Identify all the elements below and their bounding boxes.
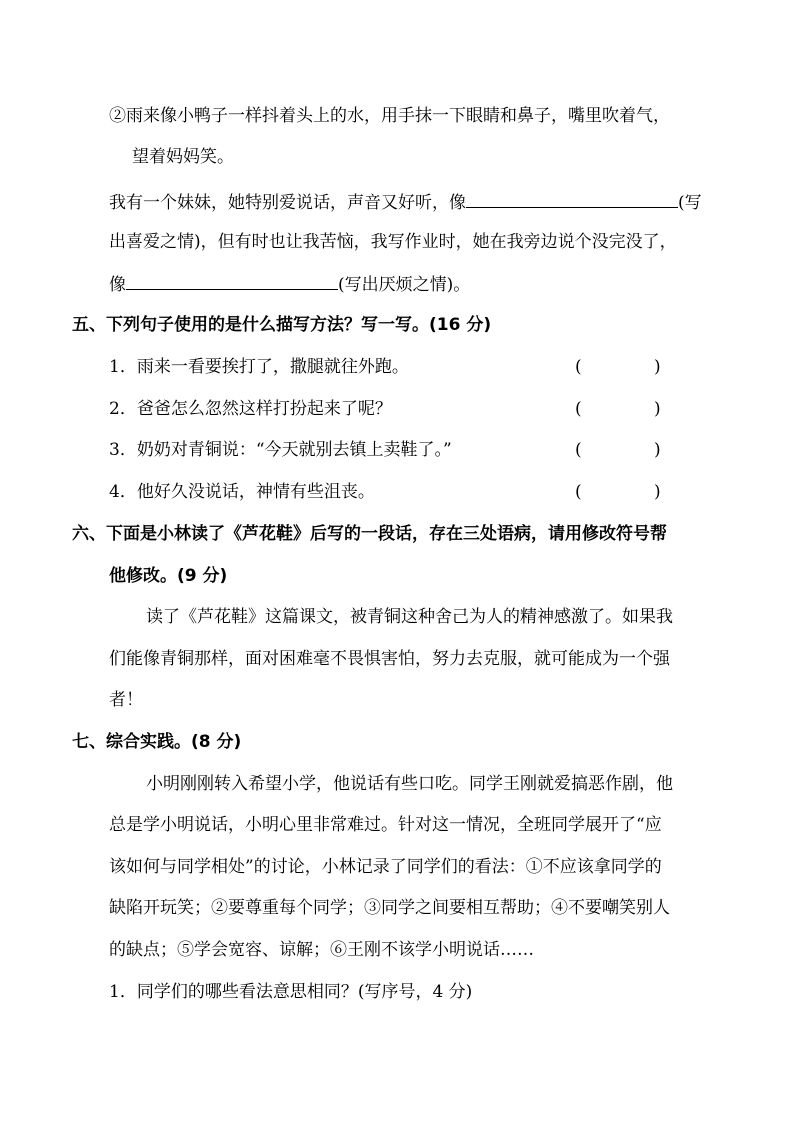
section5-paren-close-2: ) xyxy=(654,399,661,419)
section7-question-1: 1．同学们的哪些看法意思相同？(写序号，4 分) xyxy=(109,982,473,1002)
sister-line3-end: (写出厌烦之情)。 xyxy=(338,275,471,295)
sister-line1-end: (写 xyxy=(678,193,702,213)
item2-line1: ②雨来像小鸭子一样抖着头上的水，用手抹一下眼睛和鼻子，嘴里吹着气， xyxy=(109,106,670,126)
section6-title-line1: 六、下面是小林读了《芦花鞋》后写的一段话，存在三处语病，请用修改符号帮 xyxy=(72,524,667,544)
sister-line1 xyxy=(109,189,702,215)
sister-line3 xyxy=(109,271,470,297)
section5-paren-open-1: ( xyxy=(575,357,582,377)
sister-line3-start: 像 xyxy=(109,275,126,295)
section7-para-line5: 的缺点；⑤学会宽容、谅解；⑥王刚不该学小明说话…… xyxy=(109,940,534,960)
section5-paren-open-3: ( xyxy=(575,440,582,460)
section7-para-line3: 该如何与同学相处”的讨论，小林记录了同学们的看法：①不应该拿同学的 xyxy=(109,857,662,877)
section5-paren-close-1: ) xyxy=(654,357,661,377)
section5-paren-open-4: ( xyxy=(575,482,582,502)
section6-title-line2: 他修改。(9 分) xyxy=(109,566,228,586)
section5-title: 五、下列句子使用的是什么描写方法？写一写。(16 分) xyxy=(72,315,492,335)
section5-item-2: 2．爸爸怎么忽然这样打扮起来了呢？ xyxy=(109,399,392,419)
section6-para-line1: 读了《芦花鞋》这篇课文，被青铜这种舍己为人的精神感激了。如果我 xyxy=(146,607,673,627)
section7-para-line1: 小明刚刚转入希望小学，他说话有些口吃。同学王刚就爱搞恶作剧，他 xyxy=(146,774,673,794)
section5-item-4: 4．他好久没说话，神情有些沮丧。 xyxy=(109,482,375,502)
sister-line2: 出喜爱之情)，但有时也让我苦恼，我写作业时，她在我旁边说个没完没了， xyxy=(109,232,677,252)
section7-title: 七、综合实践。(8 分) xyxy=(72,732,242,752)
section5-paren-close-3: ) xyxy=(654,440,661,460)
section5-paren-close-4: ) xyxy=(654,482,661,502)
section7-para-line2: 总是学小明说话，小明心里非常难过。针对这一情况，全班同学展开了“应 xyxy=(109,815,662,835)
section6-para-line3: 者！ xyxy=(109,690,143,710)
item2-line2: 望着妈妈笑。 xyxy=(132,147,234,167)
section7-para-line4: 缺陷开玩笑；②要尊重每个同学；③同学之间要相互帮助；④不要嘲笑别人 xyxy=(109,898,670,918)
answer-blank-like[interactable] xyxy=(466,189,678,208)
section5-item-3: 3．奶奶对青铜说：“今天就别去镇上卖鞋了。” xyxy=(109,440,452,460)
sister-line1-text: 我有一个妹妹，她特别爱说话，声音又好听，像 xyxy=(109,193,466,213)
answer-blank-dislike[interactable] xyxy=(126,271,338,290)
section5-paren-open-2: ( xyxy=(575,399,582,419)
section5-item-1: 1．雨来一看要挨打了，撒腿就往外跑。 xyxy=(109,357,409,377)
section6-para-line2: 们能像青铜那样，面对困难毫不畏惧害怕，努力去克服，就可能成为一个强 xyxy=(109,649,670,669)
